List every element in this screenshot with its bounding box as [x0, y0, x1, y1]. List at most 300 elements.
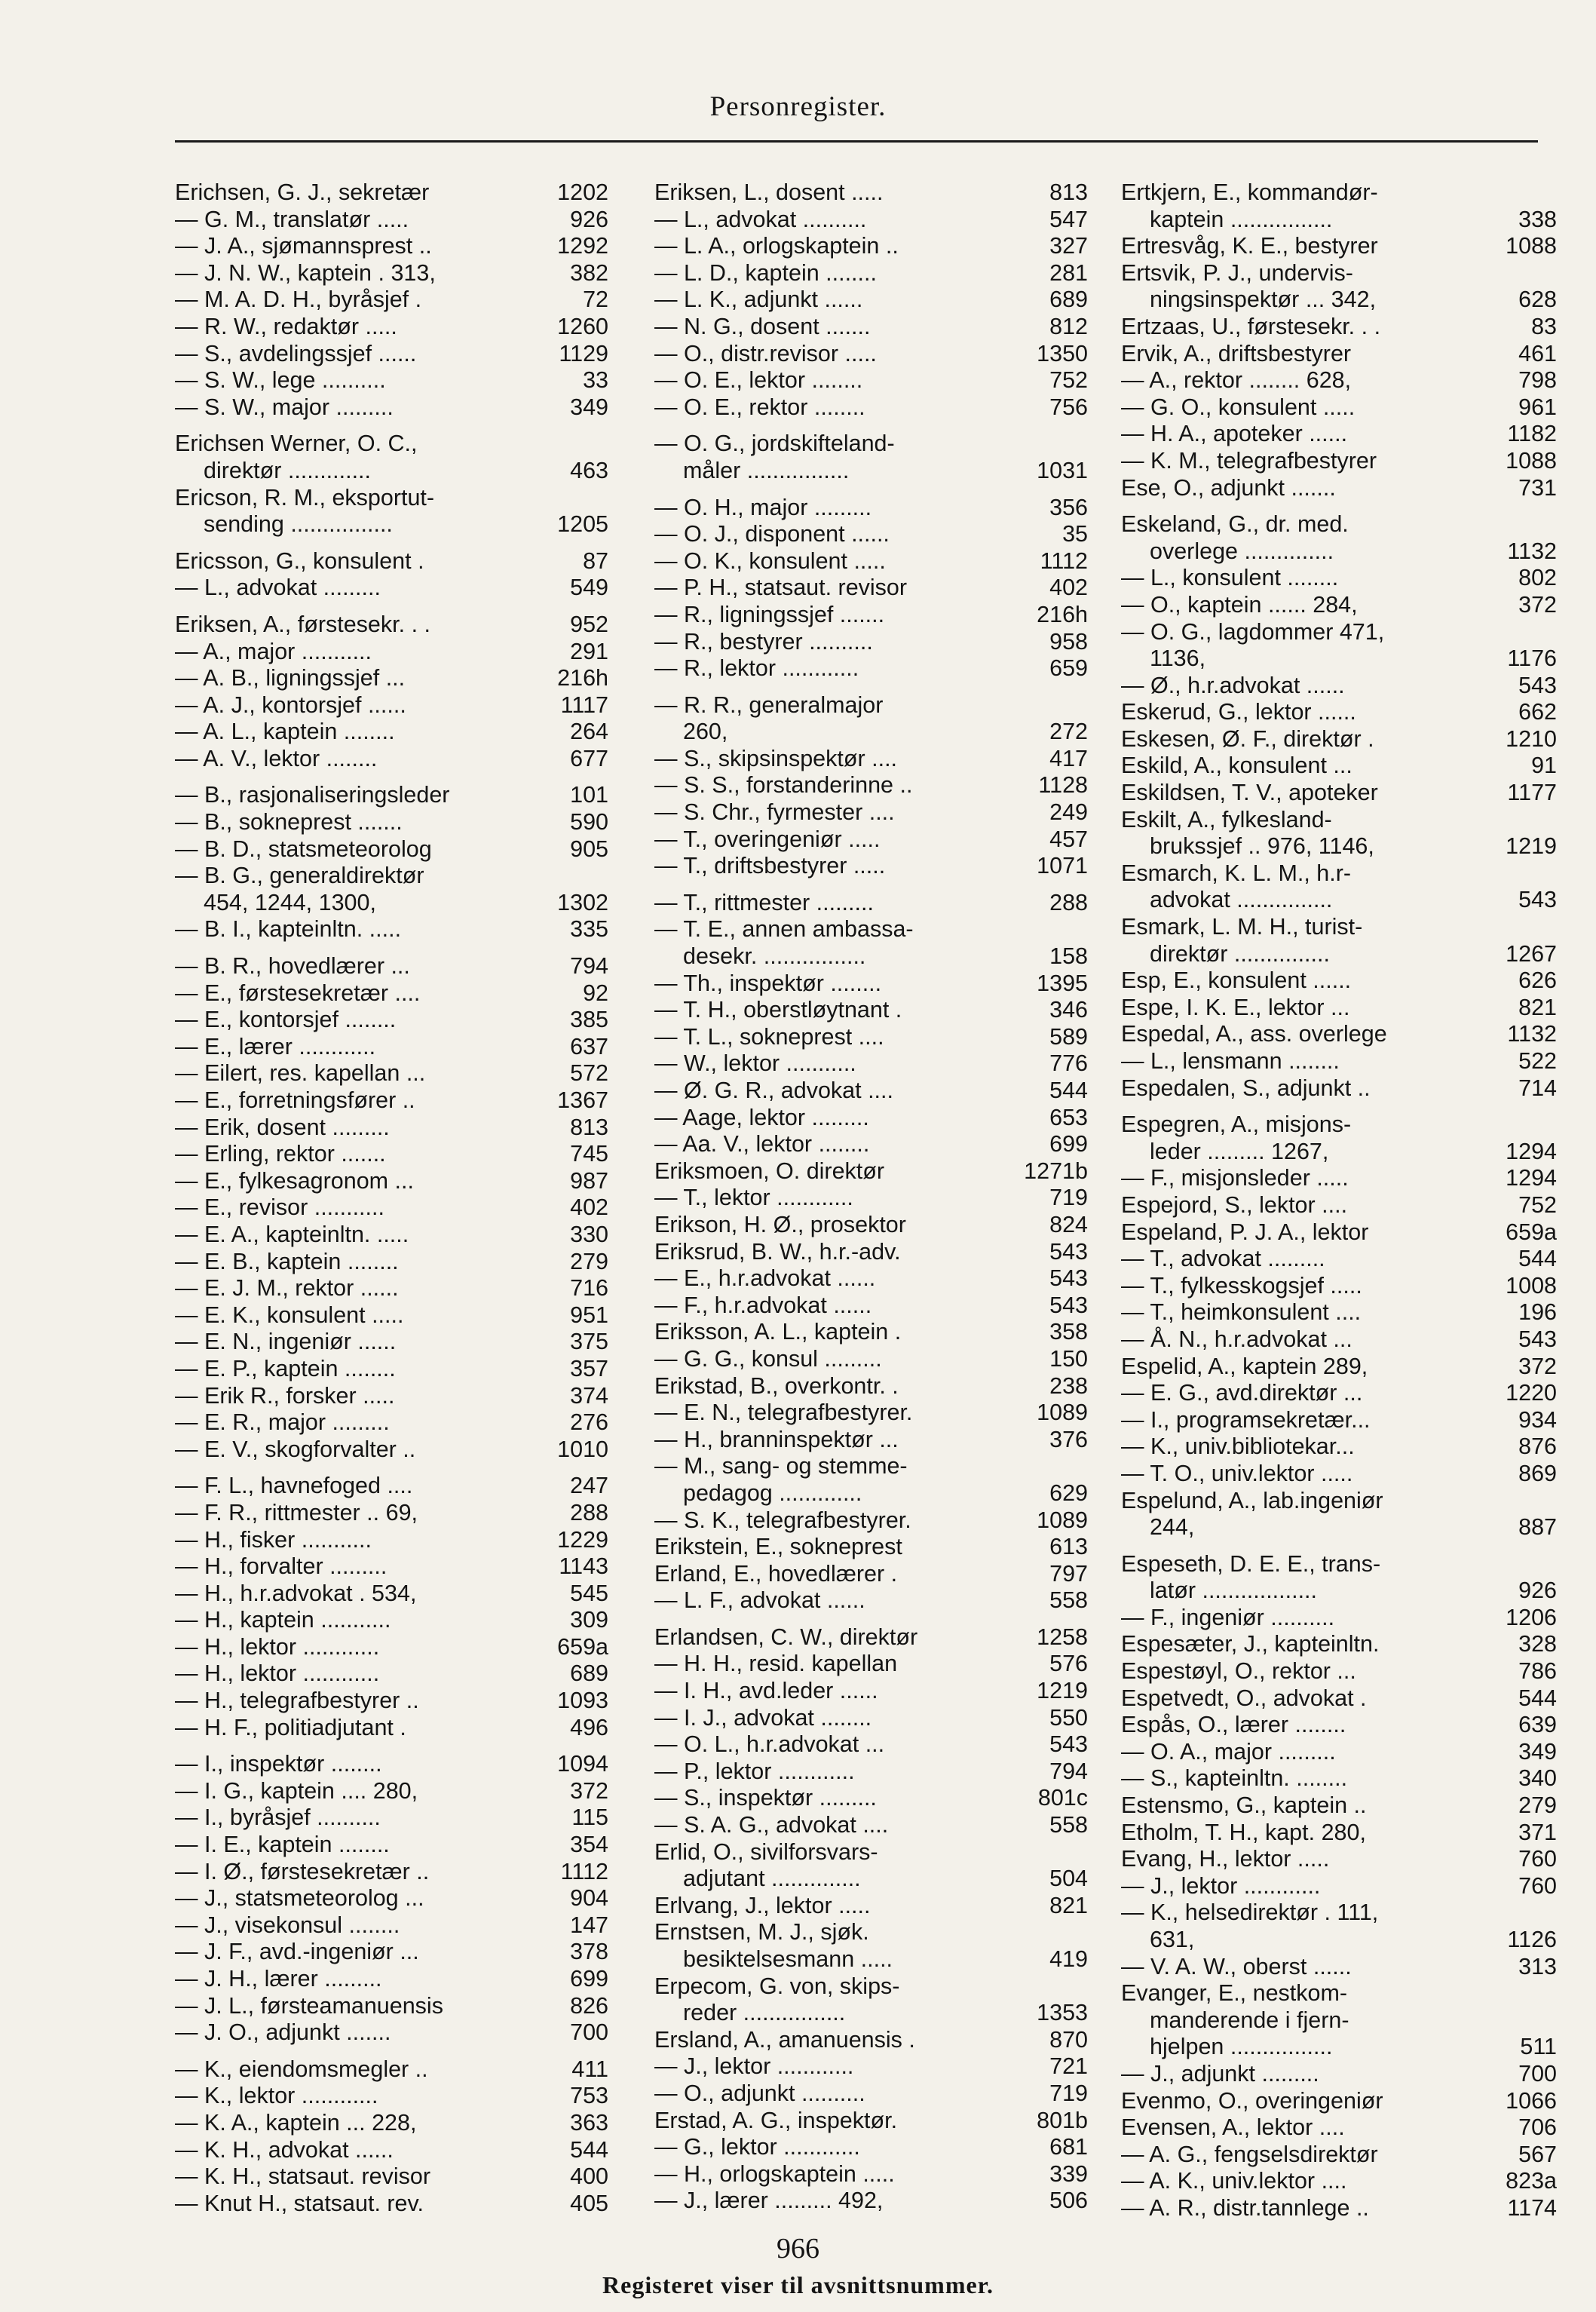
entry-section-number: 461: [1514, 341, 1557, 368]
register-entry: [654, 1292, 1088, 1320]
entry-section-number: 216h: [553, 665, 608, 692]
entry-section-number: 247: [565, 1473, 608, 1500]
register-entry: [175, 746, 608, 773]
entry-name: — Erik R., forsker .....: [175, 1382, 395, 1409]
entry-name: — Ø. G. R., advokat ....: [654, 1078, 893, 1103]
entry-section-number: 338: [1514, 207, 1557, 234]
entry-name: — L., advokat .........: [175, 575, 381, 601]
register-entry: [175, 1885, 608, 1912]
register-entry: [1121, 421, 1557, 448]
entry-name: — J., visekonsul ........: [175, 1912, 400, 1938]
register-entry: [175, 1087, 608, 1115]
register-entry: [654, 1024, 1088, 1051]
register-entry: [175, 179, 608, 207]
register-entry: [1121, 2168, 1557, 2195]
entry-section-number: 821: [1045, 1893, 1088, 1920]
entry-name: — E., lærer ............: [175, 1033, 376, 1059]
entry-section-number: 869: [1514, 1461, 1557, 1488]
register-entry: [175, 809, 608, 836]
entry-section-number: 870: [1045, 2027, 1088, 2054]
entry-name: — O. K., konsulent .....: [654, 547, 886, 574]
entry-section-number: 905: [565, 836, 608, 863]
entry-name: Erikson, H. Ø., prosektor: [654, 1211, 906, 1237]
entry-section-number: 1294: [1501, 1165, 1557, 1192]
register-entry: [175, 1222, 608, 1249]
entry-name: Ericsson, G., konsulent .: [175, 547, 424, 574]
entry-section-number: 719: [1045, 2080, 1088, 2108]
entry-name: — O. A., major .........: [1121, 1738, 1336, 1765]
register-entry: [654, 1319, 1088, 1346]
register-entry: [654, 916, 1088, 970]
entry-section-number: 115: [567, 1805, 608, 1832]
register-entry: [175, 1302, 608, 1329]
register-entry: [175, 2110, 608, 2137]
entry-continuation: 631,: [1150, 1927, 1195, 1952]
entry-name: — H. H., resid. kapellan: [654, 1651, 898, 1677]
entry-section-number: 313: [1514, 1954, 1557, 1981]
entry-continuation: brukssjef .. 976, 1146,: [1150, 833, 1374, 860]
entry-section-number: 776: [1045, 1050, 1088, 1078]
entry-section-number: 1094: [553, 1751, 608, 1778]
entry-section-number: 543: [1514, 673, 1557, 700]
register-entry: [175, 575, 608, 602]
entry-name: — S. Chr., fyrmester ....: [654, 799, 895, 826]
entry-name: — Erling, rektor .......: [175, 1141, 386, 1167]
entry-section-number: 760: [1514, 1873, 1557, 1900]
entry-section-number: 463: [565, 458, 608, 485]
register-entry: [1121, 565, 1557, 592]
entry-section-number: 522: [1514, 1048, 1557, 1075]
page-number: 966: [777, 2233, 819, 2264]
entry-section-number: 549: [565, 575, 608, 602]
entry-name: — K. M., telegrafbestyrer: [1121, 447, 1377, 474]
entry-name: — B. D., statsmeteorolog: [175, 836, 432, 862]
entry-name: — B. G., generaldirektør: [175, 863, 424, 889]
register-entry: [1121, 1273, 1557, 1300]
register-entry: [1121, 1605, 1557, 1632]
entry-name: — E. G., avd.direktør ...: [1121, 1380, 1363, 1406]
entry-name: — H., fisker ...........: [175, 1526, 372, 1553]
entry-name: Eskildsen, T. V., apoteker: [1121, 780, 1378, 806]
entry-continuation: direktør .............: [204, 457, 372, 483]
entry-section-number: 1128: [1034, 772, 1088, 799]
register-entry: [175, 953, 608, 980]
entry-section-number: 281: [1045, 260, 1088, 287]
entry-section-number: 411: [567, 2056, 608, 2084]
register-entry: [1121, 1461, 1557, 1488]
register-entry: [654, 1050, 1088, 1078]
register-entry: [654, 2134, 1088, 2161]
entry-name: Espedal, A., ass. overlege: [1121, 1021, 1387, 1047]
entry-name: — E. B., kaptein ........: [175, 1248, 399, 1274]
entry-section-number: 1220: [1501, 1380, 1557, 1407]
entry-name: — L. D., kaptein ........: [654, 259, 877, 286]
entry-name: — R., lektor ............: [654, 655, 859, 682]
register-entry: [175, 1832, 608, 1859]
register-entry: [1121, 394, 1557, 422]
register-entry: [1121, 2088, 1557, 2115]
entry-name: Eskeland, G., dr. med.: [1121, 511, 1349, 538]
entry-section-number: 794: [1045, 1759, 1088, 1786]
entry-name: Erlvang, J., lektor .....: [654, 1892, 871, 1918]
entry-name: — M., sang- og stemme-: [654, 1453, 908, 1479]
entry-name: — H., lektor ............: [175, 1633, 380, 1660]
entry-name: — A. G., fengselsdirektør: [1121, 2141, 1378, 2167]
register-entry: [654, 853, 1088, 880]
register-entry: [1121, 1980, 1557, 2061]
register-entry: [1121, 619, 1557, 673]
entry-section-number: 951: [565, 1302, 608, 1329]
register-entry: [175, 1007, 608, 1034]
header-rule: [175, 140, 1538, 143]
entry-name: Evanger, E., nestkom-: [1121, 1980, 1348, 2007]
entry-section-number: 405: [565, 2191, 608, 2218]
entry-section-number: 279: [1514, 1792, 1557, 1820]
entry-section-number: 639: [1514, 1712, 1557, 1739]
entry-section-number: 1258: [1032, 1624, 1088, 1651]
entry-name: — A. B., ligningssjef ...: [175, 665, 406, 691]
entry-name: — O. G., lagdommer 471,: [1121, 618, 1385, 645]
register-entry: [175, 207, 608, 234]
entry-name: — J., lærer ......... 492,: [654, 2188, 884, 2214]
entry-section-number: 330: [565, 1222, 608, 1249]
entry-name: Esp, E., konsulent ......: [1121, 967, 1352, 994]
register-entry: [654, 548, 1088, 575]
entry-section-number: 83: [1527, 314, 1557, 341]
register-entry: [654, 521, 1088, 548]
register-entry: [1121, 726, 1557, 753]
entry-section-number: 376: [1045, 1427, 1088, 1454]
entry-section-number: 590: [565, 809, 608, 836]
register-entry: [1121, 1846, 1557, 1873]
entry-section-number: 543: [1045, 1731, 1088, 1759]
register-entry: [175, 1141, 608, 1168]
register-entry: [175, 233, 608, 260]
register-entry: [175, 485, 608, 538]
entry-section-number: 659a: [1501, 1219, 1557, 1246]
entry-section-number: 659: [1045, 655, 1088, 682]
entry-name: — R., ligningssjef .......: [654, 601, 885, 627]
entry-name: Erpecom, G. von, skips-: [654, 1973, 900, 1999]
entry-name: — T., advokat .........: [1121, 1246, 1325, 1272]
register-entry: [1121, 1192, 1557, 1219]
entry-name: — T., lektor ............: [654, 1185, 853, 1211]
entry-section-number: 689: [1045, 287, 1088, 314]
entry-section-number: 1350: [1032, 341, 1088, 368]
entry-section-number: 752: [1045, 367, 1088, 394]
entry-continuation: direktør ...............: [1150, 940, 1330, 967]
register-entry: [175, 1660, 608, 1688]
register-entry: [1121, 1873, 1557, 1900]
entry-name: Ese, O., adjunkt .......: [1121, 474, 1336, 501]
register-entry: [654, 1759, 1088, 1786]
entry-name: — H. A., apoteker ......: [1121, 421, 1348, 447]
entry-section-number: 677: [565, 746, 608, 773]
entry-section-number: 349: [565, 394, 608, 422]
entry-section-number: 335: [565, 916, 608, 943]
entry-section-number: 33: [578, 367, 608, 394]
register-entry: [654, 997, 1088, 1024]
entry-name: — S. K., telegrafbestyrer.: [654, 1507, 911, 1533]
register-entry: [1121, 233, 1557, 260]
entry-section-number: 813: [1045, 179, 1088, 207]
entry-section-number: 91: [1527, 753, 1557, 780]
entry-section-number: 288: [565, 1500, 608, 1527]
entry-section-number: 1093: [553, 1688, 608, 1715]
register-entry: [1121, 367, 1557, 394]
entry-section-number: 101: [565, 782, 608, 809]
entry-continuation: pedagog .............: [683, 1479, 862, 1506]
entry-section-number: 558: [1045, 1587, 1088, 1614]
entry-section-number: 756: [1045, 394, 1088, 422]
register-entry: [654, 1239, 1088, 1266]
entry-name: — E. R., major .........: [175, 1409, 390, 1436]
register-entry: [1121, 1712, 1557, 1739]
entry-section-number: 346: [1045, 997, 1088, 1024]
entry-name: — L., konsulent ........: [1121, 565, 1339, 591]
entry-section-number: 372: [565, 1778, 608, 1805]
entry-continuation: latør ..................: [1150, 1578, 1318, 1604]
entry-name: — A. R., distr.tannlege ..: [1121, 2194, 1369, 2221]
register-entry: [175, 1249, 608, 1276]
entry-name: — K., helsedirektør . 111,: [1121, 1900, 1379, 1926]
entry-name: Eskerud, G., lektor ......: [1121, 699, 1356, 725]
entry-name: Erikstad, B., overkontr. .: [654, 1372, 899, 1399]
register-entry: [175, 782, 608, 809]
entry-section-number: 216h: [1032, 602, 1088, 629]
register-entry: [1121, 1299, 1557, 1326]
entry-name: — E. K., konsulent .....: [175, 1302, 404, 1328]
entry-name: Eriksson, A. L., kaptein .: [654, 1319, 902, 1345]
register-entry: [175, 2019, 608, 2047]
register-entry: [175, 1356, 608, 1383]
entry-name: — V. A. W., oberst ......: [1121, 1953, 1352, 1979]
entry-name: — I. G., kaptein .... 280,: [175, 1777, 418, 1804]
register-entry: [654, 1624, 1088, 1651]
entry-section-number: 813: [565, 1115, 608, 1142]
register-entry: [175, 367, 608, 394]
entry-name: Ernstsen, M. J., sjøk.: [654, 1919, 869, 1946]
register-entry: [175, 394, 608, 422]
entry-name: Espestøyl, O., rektor ...: [1121, 1658, 1356, 1685]
entry-section-number: 987: [565, 1168, 608, 1195]
entry-name: — O. E., rektor ........: [654, 394, 865, 420]
entry-section-number: 279: [565, 1249, 608, 1276]
entry-name: — I. H., avd.leder ......: [654, 1678, 878, 1704]
register-entry: [175, 1607, 608, 1634]
entry-name: — E. J. M., rektor ......: [175, 1275, 399, 1302]
entry-section-number: 543: [1514, 887, 1557, 914]
entry-name: Eskilt, A., fylkesland-: [1121, 806, 1332, 833]
register-entry: [1121, 1354, 1557, 1381]
register-entry: [654, 1785, 1088, 1812]
page-title: Personregister.: [709, 91, 887, 122]
entry-name: — J., lektor ............: [654, 2053, 854, 2080]
register-entry: [1121, 1407, 1557, 1434]
register-entry: [1121, 592, 1557, 619]
entry-section-number: 626: [1514, 967, 1557, 995]
entry-name: Eriksen, L., dosent .....: [654, 179, 884, 205]
register-entry: [654, 1212, 1088, 1239]
register-entry: [1121, 1048, 1557, 1075]
entry-name: — S., inspektør .........: [654, 1785, 877, 1811]
entry-section-number: 1112: [1036, 548, 1088, 575]
register-entry: [175, 980, 608, 1007]
entry-section-number: 823a: [1501, 2168, 1557, 2195]
entry-name: — O., adjunkt ..........: [654, 2080, 865, 2106]
entry-name: — E. P., kaptein ........: [175, 1355, 396, 1381]
register-entry: [175, 1553, 608, 1581]
entry-name: — J. A., sjømannsprest ..: [175, 233, 432, 259]
entry-section-number: 357: [565, 1356, 608, 1383]
register-entry: [175, 2056, 608, 2084]
entry-section-number: 798: [1514, 367, 1557, 394]
entry-name: — K. H., statsaut. revisor: [175, 2163, 430, 2190]
register-entry: [654, 2027, 1088, 2054]
entry-section-number: 1395: [1032, 970, 1088, 998]
register-entry: [1121, 1165, 1557, 1192]
entry-name: Espejord, S., lektor ....: [1121, 1191, 1348, 1218]
entry-name: — T., driftsbestyrer .....: [654, 853, 886, 879]
entry-section-number: 1089: [1032, 1400, 1088, 1427]
entry-name: — G. G., konsul .........: [654, 1345, 882, 1372]
register-entry: [1121, 1326, 1557, 1354]
entry-name: Erland, E., hovedlærer .: [654, 1560, 898, 1587]
entry-section-number: 543: [1045, 1292, 1088, 1320]
entry-name: Eskesen, Ø. F., direktør .: [1121, 725, 1374, 752]
register-entry: [654, 1105, 1088, 1132]
entry-name: — Erik, dosent .........: [175, 1114, 390, 1140]
entry-section-number: 662: [1514, 699, 1557, 726]
register-entry: [1121, 1380, 1557, 1407]
register-entry: [654, 260, 1088, 287]
register-entry: [1121, 2195, 1557, 2222]
register-entry: [654, 314, 1088, 341]
entry-name: — H., forvalter .........: [175, 1553, 388, 1580]
entry-name: — Aa. V., lektor ........: [654, 1131, 870, 1158]
entry-continuation: 454, 1244, 1300,: [204, 889, 376, 915]
register-entry: [175, 260, 608, 287]
entry-name: — E., kontorsjef ........: [175, 1007, 397, 1033]
entry-continuation: desekr. ................: [683, 943, 866, 970]
register-entry: [175, 1115, 608, 1142]
entry-section-number: 363: [565, 2110, 608, 2137]
entry-section-number: 1206: [1501, 1605, 1557, 1632]
register-entry: [654, 692, 1088, 746]
entry-name: Ertresvåg, K. E., bestyrer: [1121, 233, 1378, 259]
entry-section-number: 567: [1514, 2142, 1557, 2169]
entry-section-number: 354: [565, 1832, 608, 1859]
register-entry: [1121, 1488, 1557, 1541]
entry-section-number: 385: [565, 1007, 608, 1034]
register-entry: [654, 1453, 1088, 1507]
register-entry: [175, 1751, 608, 1778]
entry-name: — A., major ...........: [175, 638, 372, 664]
entry-section-number: 1229: [553, 1527, 608, 1554]
register-entry: [1121, 1021, 1557, 1048]
entry-name: Ertzaas, U., førstesekr. . .: [1121, 313, 1381, 339]
entry-section-number: 340: [1514, 1765, 1557, 1792]
entry-name: — K., eiendomsmegler ..: [175, 2056, 428, 2082]
entry-section-number: 1205: [553, 511, 608, 538]
entry-section-number: 504: [1045, 1866, 1088, 1893]
entry-section-number: 716: [565, 1275, 608, 1302]
entry-name: — L., lensmann ........: [1121, 1048, 1340, 1074]
register-entry: [1121, 179, 1557, 233]
entry-section-number: 887: [1514, 1514, 1557, 1541]
register-entry: [654, 2161, 1088, 2188]
entry-section-number: 653: [1045, 1105, 1088, 1132]
register-entry: [175, 1581, 608, 1608]
entry-section-number: 1126: [1503, 1927, 1557, 1954]
register-entry: [654, 1651, 1088, 1678]
entry-name: — K., lektor ............: [175, 2083, 378, 2109]
register-entry: [654, 287, 1088, 314]
entry-section-number: 496: [565, 1715, 608, 1742]
entry-name: Etholm, T. H., kapt. 280,: [1121, 1819, 1366, 1845]
register-entry: [1121, 1685, 1557, 1713]
register-entry: [175, 287, 608, 314]
register-entry: [1121, 995, 1557, 1022]
entry-name: — F., misjonsleder .....: [1121, 1165, 1349, 1191]
entry-section-number: 794: [565, 953, 608, 980]
register-entry: [175, 2083, 608, 2110]
entry-name: — S. W., major .........: [175, 394, 394, 420]
entry-section-number: 511: [1515, 2034, 1557, 2061]
entry-name: Espe, I. K. E., lektor ...: [1121, 994, 1350, 1020]
register-entry: [1121, 753, 1557, 780]
entry-section-number: 1132: [1503, 538, 1557, 566]
entry-section-number: 547: [1045, 207, 1088, 234]
entry-name: — O. J., disponent ......: [654, 521, 890, 547]
entry-section-number: 681: [1045, 2134, 1088, 2161]
entry-section-number: 934: [1514, 1407, 1557, 1434]
entry-name: — W., lektor ...........: [654, 1050, 856, 1077]
entry-name: — J., lektor ............: [1121, 1872, 1321, 1899]
entry-name: — L. A., orlogskaptein ..: [654, 233, 899, 259]
entry-section-number: 699: [1045, 1131, 1088, 1158]
entry-section-number: 1176: [1503, 645, 1557, 673]
register-entry: [175, 548, 608, 575]
entry-section-number: 558: [1045, 1812, 1088, 1839]
entry-name: — Å. N., h.r.advokat ...: [1121, 1326, 1352, 1352]
entry-section-number: 1143: [554, 1553, 608, 1581]
entry-name: — Aage, lektor .........: [654, 1104, 869, 1130]
entry-section-number: 753: [565, 2083, 608, 2110]
entry-name: — Ø., h.r.advokat ......: [1121, 672, 1345, 698]
entry-name: Espås, O., lærer ........: [1121, 1712, 1346, 1738]
entry-section-number: 1088: [1501, 233, 1557, 260]
entry-name: — K. H., advokat ......: [175, 2136, 394, 2163]
entry-name: Eskild, A., konsulent ...: [1121, 753, 1352, 779]
register-entry: [175, 1275, 608, 1302]
register-entry: [654, 179, 1088, 207]
entry-name: — N. G., dosent .......: [654, 313, 871, 339]
entry-name: — R. R., generalmajor: [654, 691, 884, 718]
entry-name: — S., avdelingssjef ......: [175, 340, 417, 366]
entry-section-number: 402: [1045, 575, 1088, 602]
entry-section-number: 35: [1058, 521, 1088, 548]
entry-name: — A. K., univ.lektor ....: [1121, 2168, 1347, 2194]
register-entry: [175, 1473, 608, 1500]
register-entry: [175, 1034, 608, 1061]
entry-section-number: 801c: [1034, 1785, 1088, 1812]
entry-section-number: 543: [1514, 1326, 1557, 1354]
register-entry: [175, 1383, 608, 1410]
entry-section-number: 382: [565, 260, 608, 287]
entry-section-number: 1008: [1501, 1273, 1557, 1300]
entry-section-number: 821: [1514, 995, 1557, 1022]
